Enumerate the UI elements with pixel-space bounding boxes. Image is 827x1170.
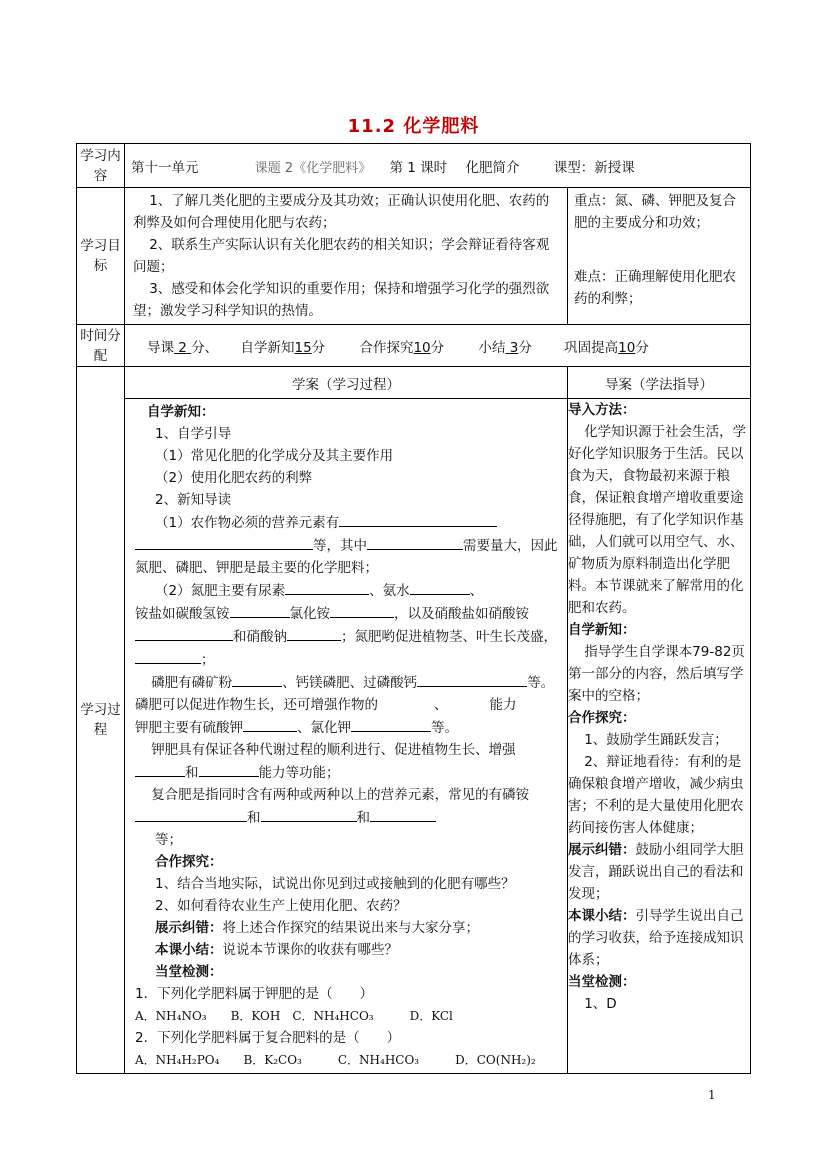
unit-text: 第十一单元 <box>131 159 199 176</box>
label-content: 学习内容 <box>77 144 125 188</box>
text-para: 1、鼓励学生踊跃发言； <box>584 732 728 748</box>
col-header-right: 导案（学法指导） <box>568 367 751 399</box>
goal-item: 2、联系生产实际认识有关化肥农药的相关知识；学会辩证看待客观问题； <box>133 237 550 275</box>
time-item: 合作探究10分 <box>359 339 445 356</box>
label-goals: 学习目标 <box>77 188 125 325</box>
content-info <box>125 144 751 188</box>
goal-item: 1、了解几类化肥的主要成分及其功效；正确认识使用化肥、农药的利弊及如何合理使用化肥与农药； <box>133 193 550 231</box>
section-title: 当堂检测： <box>568 974 636 990</box>
text-para: 展示纠错：鼓励小组同学大胆发言，踊跃说出自己的看法和发现； <box>568 842 744 902</box>
teaching-guide <box>568 399 751 1074</box>
page-number: 1 <box>708 1088 716 1102</box>
options: A．NH₄NO₃ B．KOH C．NH₄HCO₃ D．KCl <box>135 1009 453 1023</box>
row-process-body <box>77 399 751 1074</box>
section-title: 合作探究： <box>155 854 223 870</box>
text-line: （1）常见化肥的化学成分及其主要作用 <box>155 448 394 464</box>
row-goals <box>77 188 751 325</box>
fill-blank-line: 等，其中 需要量大，因此氮肥、磷肥、钾肥是最主要的化学肥料； <box>135 534 561 579</box>
fill-blank-line: （1）农作物必须的营养元素有 <box>135 511 561 534</box>
fill-blank-line: 磷肥有磷矿粉 、钙镁磷肥、过磷酸钙 等。磷肥可以促进作物生长，还可增强作物的 、 能力 <box>135 671 561 716</box>
time-item: 导课 2 分、 <box>147 339 219 356</box>
lesson-text: 化肥简介 <box>465 159 520 176</box>
section-title: 合作探究： <box>568 710 636 726</box>
row-process-header <box>77 367 751 399</box>
time-allocation <box>125 325 751 367</box>
label-process: 学习过程 <box>77 367 125 1074</box>
fill-blank-line: 复合肥是指同时含有两种或两种以上的营养元素，常见的有磷铵和 和 <box>135 784 561 829</box>
time-item: 小结 3分 <box>478 339 532 356</box>
answer: 1、D <box>584 996 617 1012</box>
lesson-plan-table <box>76 143 751 1074</box>
text-line: 1、结合当地实际，试说出你见到过或接触到的化肥有哪些？ <box>155 876 515 892</box>
row-content <box>77 144 751 188</box>
key-point: 重点：氮、磷、钾肥及复合肥的主要成分和功效； <box>574 193 736 231</box>
text-line: 等； <box>155 832 182 848</box>
section-title: 自学新知： <box>568 622 636 638</box>
text-line: 2、如何看待农业生产上使用化肥、农药？ <box>155 898 407 914</box>
topic-text: 课题 2《化学肥料》 <box>254 160 372 176</box>
text-line: （2）使用化肥农药的利弊 <box>155 470 313 486</box>
goal-item: 3、感受和体会化学知识的重要作用；保持和增强学习化学的强烈欲望；激发学习科学知识的热情。 <box>133 281 550 319</box>
text-para: 化学知识源于社会生活，学好化学知识服务于生活。民以食为天，食物最初来源于粮食，保证粮食增产增收重要途径得施肥，有了化学知识作基础，人们就可以用空气、水、矿物质为原料制造出化学肥料。本节课就来了解常用的化肥和农药。 <box>568 424 747 616</box>
key-points <box>568 188 751 325</box>
section-title: 当堂检测： <box>155 964 223 980</box>
page-title: 11.2 化学肥料 <box>347 116 480 137</box>
row-time <box>77 325 751 367</box>
col-header-left: 学案（学习过程） <box>125 367 568 399</box>
text-line: 1、自学引导 <box>155 426 232 442</box>
fill-blank-line: 钾肥具有保证各种代谢过程的顺利进行、促进植物生长、增强和 能力等功能； <box>135 739 561 784</box>
text-line: 2、新知导读 <box>155 492 232 508</box>
fill-blank-line: 铵盐如碳酸氢铵 氯化铵 ，以及硝酸盐如硝酸铵和硝酸钠 ；氮肥哟促进植物茎、叶生长茂盛，； <box>135 602 561 671</box>
study-plan <box>125 399 568 1074</box>
text-para: 2、辩证地看待：有利的是确保粮食增产增收，减少病虫害；不利的是大量使用化肥农药间接伤害人体健康； <box>568 754 744 836</box>
difficulty: 难点：正确理解使用化肥农药的利弊； <box>574 269 736 307</box>
fill-blank-line: 钾肥主要有硫酸钾 、氯化钾 等。 <box>135 716 561 739</box>
section-title: 自学新知： <box>147 404 215 420</box>
options: A．NH₄H₂PO₄ B．K₂CO₃ C．NH₄HCO₃ D．CO(NH₂)₂ <box>135 1053 536 1067</box>
text-line: 本课小结：说说本节课你的收获有哪些？ <box>155 942 398 958</box>
label-time: 时间分配 <box>77 325 125 367</box>
period-text: 第 1 课时 <box>389 159 448 176</box>
goals-list <box>125 188 568 325</box>
time-item: 巩固提高10分 <box>564 339 649 356</box>
text-line: 展示纠错：将上述合作探究的结果说出来与大家分享； <box>155 920 479 936</box>
question: 2．下列化学肥料属于复合肥料的是（ ） <box>135 1030 401 1046</box>
question: 1．下列化学肥料属于钾肥的是（ ） <box>135 986 374 1002</box>
text-para: 本课小结：引导学生说出自己的学习收获，给予连接成知识体系； <box>568 908 744 968</box>
fill-blank-line: （2）氮肥主要有尿素 、氨水 、 <box>135 579 561 602</box>
text-para: 指导学生自学课本79-82页第一部分的内容，然后填写学案中的空格； <box>568 644 745 704</box>
section-title: 导入方法： <box>568 402 636 418</box>
type-text: 课型：新授课 <box>553 159 635 176</box>
time-item: 自学新知15分 <box>240 339 326 356</box>
